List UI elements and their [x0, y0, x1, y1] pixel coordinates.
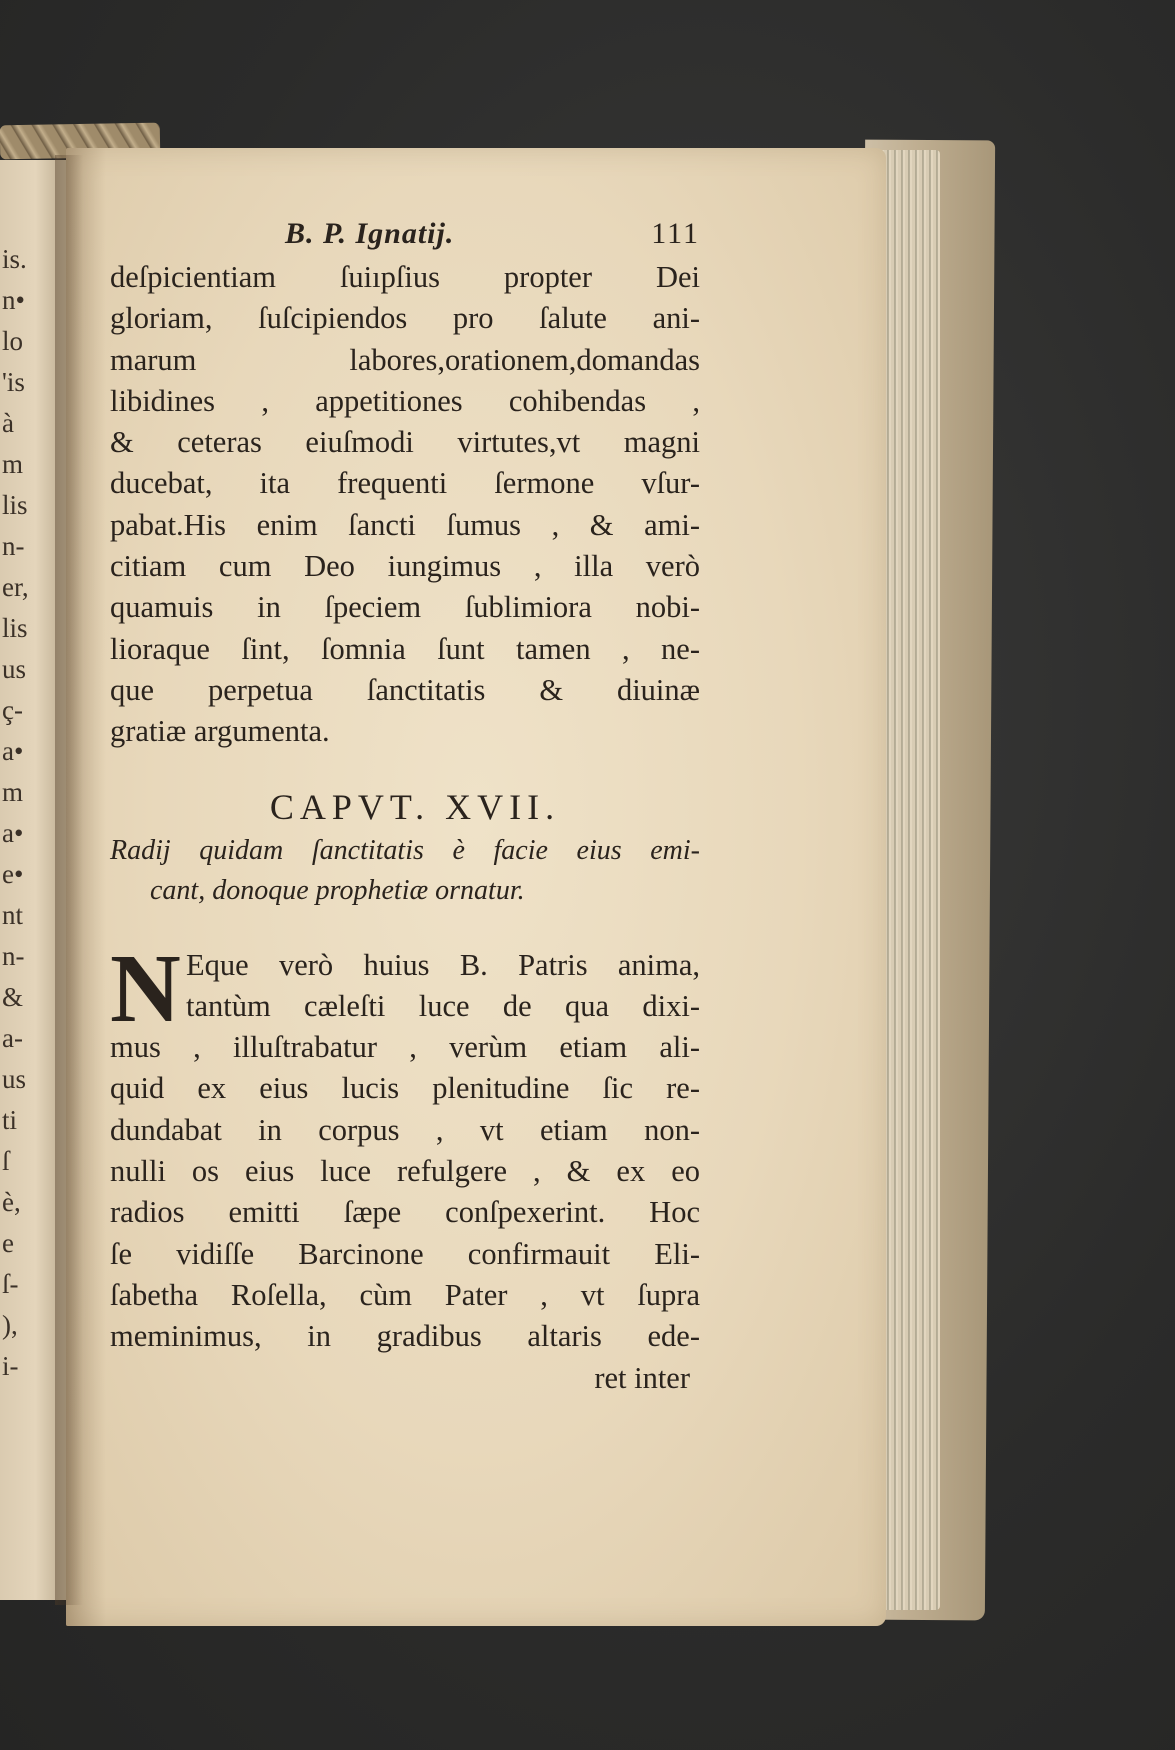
chapter-heading: CAPVT. XVII.	[269, 786, 561, 827]
text-line: deſpicientiam ſuiıpſius propter Dei	[110, 260, 700, 294]
margin-fragment: 'is	[2, 367, 25, 397]
margin-fragment: ti	[2, 1105, 18, 1135]
text-line: quid ex eius lucis plenitudine ſic re-	[110, 1071, 700, 1106]
margin-fragment: a•	[2, 818, 24, 848]
running-header	[110, 213, 700, 257]
margin-fragment: i-	[2, 1351, 19, 1381]
margin-fragment: ſ-	[2, 1269, 19, 1299]
margin-fragment: e	[2, 1228, 14, 1258]
text-line: citiam cum Deo iungimus , illa verò	[110, 549, 700, 584]
margin-fragment: us	[2, 1064, 27, 1094]
margin-fragment: lis	[2, 613, 28, 643]
text-line: radios emitti ſæpe conſpexerint. Hoc	[110, 1195, 700, 1230]
margin-fragment: a-	[2, 1023, 23, 1053]
running-title: B. P. Ignatij.	[285, 217, 455, 250]
gutter-shadow	[55, 155, 83, 1605]
margin-fragment: n-	[2, 941, 25, 971]
body-text	[110, 257, 700, 753]
margin-fragment: lo	[2, 326, 24, 356]
text-line: gratiæ argumenta.	[110, 714, 330, 749]
chapter-summary-line: cant, donoque prophetiæ ornatur.	[150, 874, 525, 906]
text-line: ducebat, ita frequenti ſermone vſur-	[110, 466, 700, 501]
text-line: & ceteras eiuſmodi virtutes,vt magni	[110, 425, 700, 460]
margin-fragment: ),	[2, 1310, 18, 1340]
margin-fragment: lis	[2, 490, 28, 520]
margin-fragment: m	[2, 777, 24, 807]
paragraph	[110, 945, 700, 1399]
margin-fragment: nt	[2, 900, 24, 930]
text-line: gloriam, ſuſcipiendos pro ſalute ani-	[110, 301, 700, 336]
margin-fragment: ſ	[2, 1146, 10, 1176]
margin-fragment: ç-	[2, 695, 23, 725]
drop-cap: N	[110, 948, 181, 1029]
text-line: Eque verò huius B. Patris anima,	[186, 947, 700, 982]
text-line: lioraque ſint, ſomnia ſunt tamen , ne-	[110, 631, 700, 666]
margin-fragment: er,	[2, 572, 29, 602]
margin-fragment: e•	[2, 859, 24, 889]
text-line: nulli os eius luce refulgere , & ex eo	[110, 1154, 700, 1189]
page-number: 111	[651, 217, 700, 250]
text-line: que perpetua ſanctitatis & diuinæ	[110, 672, 700, 707]
text-line: meminimus, in gradibus altaris ede-	[110, 1319, 700, 1354]
text-line: ſabetha Roſella, cùm Pater , vt ſupra	[110, 1277, 700, 1312]
text-line: quamuis in ſpeciem ſublimiora nobi-	[110, 590, 700, 625]
margin-fragment: &	[2, 982, 24, 1012]
margin-fragment: a•	[2, 736, 24, 766]
text-line: dundabat in corpus , vt etiam non-	[110, 1112, 700, 1147]
margin-fragment: us	[2, 654, 27, 684]
margin-fragment: è,	[2, 1187, 21, 1217]
margin-fragment: is.	[2, 244, 27, 274]
text-block	[110, 213, 700, 1399]
text-line: mus , illuſtrabatur , verùm etiam ali-	[110, 1030, 700, 1065]
margin-fragment: n-	[2, 531, 25, 561]
text-line: ſe vidiſſe Barcinone confirmauit Eli-	[110, 1236, 700, 1271]
text-line: tantùm cæleſti luce de qua dixi-	[186, 988, 700, 1023]
catchword: ret inter	[594, 1360, 690, 1395]
margin-fragment: m	[2, 449, 24, 479]
chapter-summary-line: Radij quidam ſanctitatis è facie eius emi-	[110, 834, 700, 866]
margin-fragment: n•	[2, 285, 25, 315]
text-line: marum labores,orationem,domandas	[110, 342, 700, 377]
text-line: libidines , appetitiones cohibendas ,	[110, 383, 700, 418]
text-line: pabat.His enim ſancti ſumus , & ami-	[110, 507, 700, 542]
margin-fragment: à	[2, 408, 14, 438]
